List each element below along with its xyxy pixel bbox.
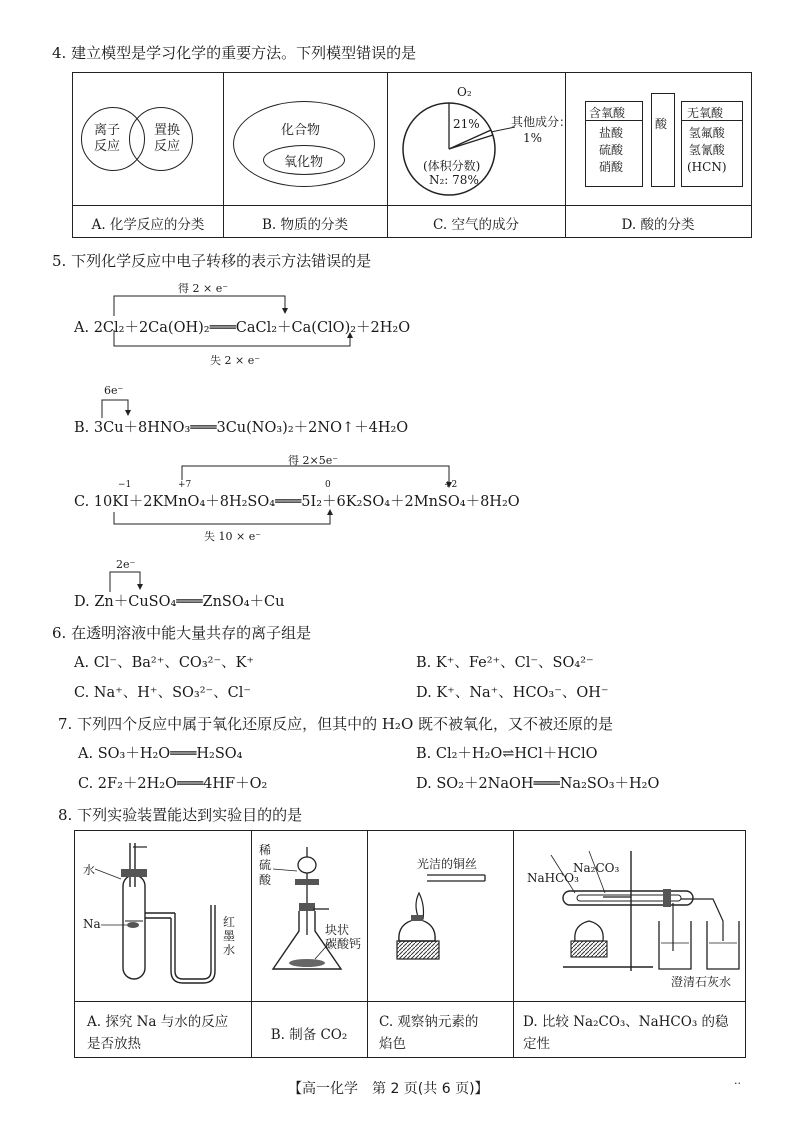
q6-option-a: A. Cl⁻、Ba²⁺、CO₃²⁻、K⁺ xyxy=(74,655,255,671)
label-1pct: 1% xyxy=(523,131,543,145)
q5d-equation: D. Zn＋CuSO₄═══ZnSO₄＋Cu xyxy=(74,594,285,610)
caption-q8-b: B. 制备 CO₂ xyxy=(270,1027,348,1043)
q5a-gain-label: 得 2 × e⁻ xyxy=(178,282,229,295)
label-acid: 酸 xyxy=(655,117,668,131)
caption-b: B. 物质的分类 xyxy=(261,217,348,233)
label-sodium: Na xyxy=(83,917,101,931)
label-other: 其他成分： xyxy=(511,115,572,129)
q8-table xyxy=(74,830,746,1058)
q7-option-a: A. SO₃＋H₂O═══H₂SO₄ xyxy=(78,746,243,762)
label-o2: O₂ xyxy=(457,85,472,99)
label-n2: N₂: 78% xyxy=(429,173,479,187)
q5c-ox-permanganate: +7 xyxy=(178,480,192,490)
q5c-loss-label: 失 10 × e⁻ xyxy=(204,530,262,543)
label-oxide: 氧化物 xyxy=(284,155,324,170)
q5a-loss-label: 失 2 × e⁻ xyxy=(210,354,261,367)
q5c-ox-iodide: −1 xyxy=(118,480,132,490)
q5b-equation: B. 3Cu＋8HNO₃═══3Cu(NO₃)₂＋2NO↑＋4H₂O xyxy=(74,420,409,436)
label-replace-reaction: 置换 反应 xyxy=(153,123,180,154)
label-nahco3: NaHCO₃ xyxy=(527,871,579,885)
q5c-gain-label: 得 2×5e⁻ xyxy=(288,454,339,467)
caption-c: C. 空气的成分 xyxy=(433,217,519,233)
q7-option-c: C. 2F₂＋2H₂O═══4HF＋O₂ xyxy=(78,776,268,792)
q7-option-d: D. SO₂＋2NaOH═══Na₂SO₃＋H₂O xyxy=(416,776,660,792)
corner-mark: .. xyxy=(734,1074,741,1087)
list-oxyacid: 盐酸 硫酸 硝酸 xyxy=(599,126,624,174)
label-copper-wire: 光洁的铜丝 xyxy=(417,857,478,871)
caption-q8-c: C. 观察钠元素的 焰色 xyxy=(379,1014,479,1052)
caption-q8-d: D. 比较 Na₂CO₃、NaHCO₃ 的稳 定性 xyxy=(523,1014,729,1052)
q5a-equation: A. 2Cl₂＋2Ca(OH)₂═══CaCl₂＋Ca(ClO)₂＋2H₂O xyxy=(74,320,411,336)
q6-option-d: D. K⁺、Na⁺、HCO₃⁻、OH⁻ xyxy=(416,685,609,701)
q7-option-b: B. Cl₂＋H₂O⇌HCl＋HClO xyxy=(416,746,598,762)
label-21pct: 21% xyxy=(453,117,480,131)
label-compound: 化合物 xyxy=(281,123,321,138)
label-oxyacid: 含氧酸 xyxy=(589,106,626,120)
label-caco3: 块状 碳酸钙 xyxy=(325,923,362,951)
label-hydracid: 无氧酸 xyxy=(687,106,724,120)
q6-option-b: B. K⁺、Fe²⁺、Cl⁻、SO₄²⁻ xyxy=(416,655,594,671)
caption-a: A. 化学反应的分类 xyxy=(91,217,205,233)
caption-q8-a: A. 探究 Na 与水的反应 是否放热 xyxy=(87,1014,229,1052)
q5c-ox-iodine: 0 xyxy=(325,480,331,490)
label-water: 水 xyxy=(83,863,96,877)
label-na2co3: Na₂CO₃ xyxy=(573,861,620,875)
list-hydracid: 氢氟酸 氢氰酸 (HCN) xyxy=(687,126,727,174)
q5c-equation: C. 10KI＋2KMnO₄＋8H₂SO₄═══5I₂＋6K₂SO₄＋2MnSO₄＋8H₂O xyxy=(74,494,520,510)
q5c-ox-manganese: +2 xyxy=(444,480,458,490)
label-red-ink: 红 墨 水 xyxy=(223,915,236,957)
label-dilute-sulfuric-acid: 稀 硫 酸 xyxy=(259,843,272,887)
label-ion-reaction: 离子 反应 xyxy=(93,123,120,154)
q4-stem: 4. 建立模型是学习化学的重要方法。下列模型错误的是 xyxy=(52,44,417,62)
page-footer: 【高一化学 第 2 页(共 6 页)】 xyxy=(288,1081,489,1097)
q6-stem: 6. 在透明溶液中能大量共存的离子组是 xyxy=(52,624,312,642)
q6-option-c: C. Na⁺、H⁺、SO₃²⁻、Cl⁻ xyxy=(74,685,252,701)
q5d-transfer-label: 2e⁻ xyxy=(116,558,136,571)
label-limewater: 澄清石灰水 xyxy=(671,975,732,989)
q8-stem: 8. 下列实验装置能达到实验目的的是 xyxy=(58,806,303,824)
q7-stem: 7. 下列四个反应中属于氧化还原反应，但其中的 H₂O 既不被氧化，又不被还原的是 xyxy=(58,715,614,733)
q5-stem: 5. 下列化学反应中电子转移的表示方法错误的是 xyxy=(52,252,372,270)
q5b-transfer-label: 6e⁻ xyxy=(104,384,124,397)
caption-d: D. 酸的分类 xyxy=(621,217,695,233)
label-volume-fraction: (体积分数) xyxy=(423,159,481,173)
